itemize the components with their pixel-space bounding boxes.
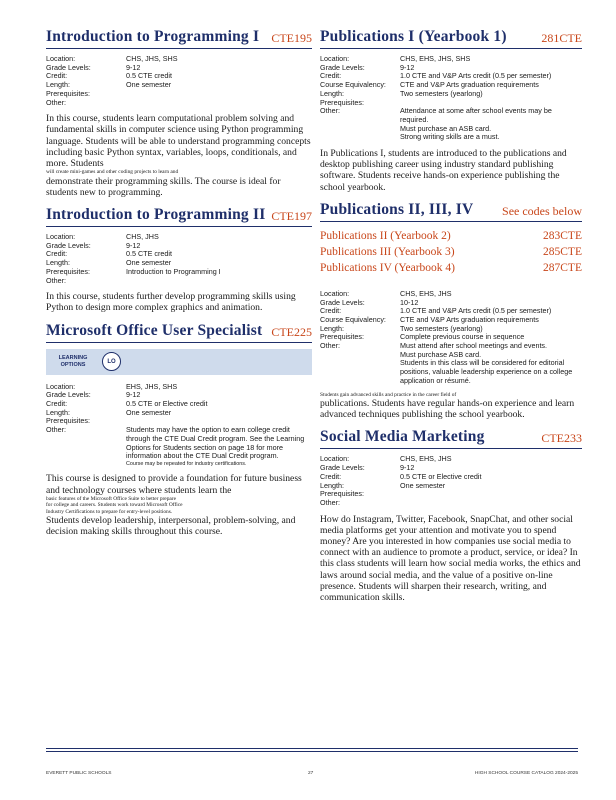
value-location: EHS, JHS, SHS xyxy=(126,381,178,391)
label-grade-levels: Grade Levels: xyxy=(46,390,91,400)
other-text: Attendance at some after school events may be required. xyxy=(400,106,552,124)
footer-rule xyxy=(46,748,578,749)
description-small-text: Students gain advanced skills and practice in the career field of xyxy=(320,391,457,398)
course-info xyxy=(46,55,312,107)
footer-catalog: HIGH SCHOOL COURSE CATALOG 2024-2025 xyxy=(474,771,578,776)
course-title: Social Media Marketing xyxy=(320,428,485,446)
label-grade-levels: Grade Levels: xyxy=(46,62,91,72)
course-title: Microsoft Office User Specialist xyxy=(46,321,263,339)
other-text: Students may have the option to earn college credit through the CTE Dual Credit program. See the Learning Options for Students section on page 18 for more information about the CTE Dual Credit program. xyxy=(126,425,305,461)
sub-course-code: 287CTE xyxy=(543,261,582,274)
value-grade-levels: 9-12 xyxy=(126,62,141,72)
value-other xyxy=(400,499,582,508)
footer-district: EVERETT PUBLIC SCHOOLS xyxy=(46,771,112,776)
label-location: Location: xyxy=(46,381,76,391)
label-prerequisites: Prerequisites: xyxy=(46,266,90,276)
value-grade-levels: 9-12 xyxy=(126,390,141,400)
value-location: CHS, EHS, JHS xyxy=(400,288,452,298)
value-location: CHS, JHS, SHS xyxy=(126,54,178,63)
course-code: See codes below xyxy=(502,203,582,218)
label-credit: Credit: xyxy=(320,71,342,81)
course-info xyxy=(320,290,582,386)
left-column xyxy=(46,28,312,545)
label-course-equivalency: Course Equivalency: xyxy=(320,80,386,90)
value-credit: 0.5 CTE or Elective credit xyxy=(400,471,482,481)
label-prerequisites: Prerequisites: xyxy=(320,97,364,107)
value-other xyxy=(400,107,582,142)
label-length: Length: xyxy=(320,88,344,98)
course-description xyxy=(320,392,582,421)
course-code: 281CTE xyxy=(541,31,582,45)
value-credit: 0.5 CTE credit xyxy=(126,249,172,259)
description-text-continued: Students develop leadership, interpersonal, problem-solving, and decision making skills throughout this course. xyxy=(46,515,296,538)
course-title-bar xyxy=(320,428,582,449)
value-length: Two semesters (yearlong) xyxy=(400,88,483,98)
course-description xyxy=(46,473,312,537)
right-column xyxy=(320,28,582,611)
value-credit: 1.0 CTE and V&P Arts credit (0.5 per semester) xyxy=(400,71,552,81)
label-length: Length: xyxy=(320,480,344,490)
sub-course-name: Publications III (Yearbook 3) xyxy=(320,245,455,258)
description-text-continued: demonstrate their programming skills. The course is ideal for students new to programming. xyxy=(46,175,281,198)
value-credit: 1.0 CTE and V&P Arts credit (0.5 per semester) xyxy=(400,306,552,316)
footer-rule-thin xyxy=(46,751,578,752)
value-other xyxy=(400,342,582,386)
value-credit: 0.5 CTE credit xyxy=(126,71,172,81)
other-small-text: Course may be repeated for industry certifications. xyxy=(126,461,247,467)
course-code: CTE225 xyxy=(271,324,312,339)
course-description: How do Instagram, Twitter, Facebook, SnapChat, and other social media platforms get your attention and motivate you to spend money? Are you interested in how companies use social media to connect with an audience to promote a product, service, or idea? In this class students will learn how social media works, the ethics and laws around social media, and the value of a positive on-line presence. Students will sharpen their research, writing, and communication skills. xyxy=(320,513,581,604)
course-code: CTE195 xyxy=(271,31,312,45)
value-grade-levels: 9-12 xyxy=(400,463,415,473)
label-length: Length: xyxy=(46,407,70,417)
course-info xyxy=(320,455,582,507)
course-title: Introduction to Programming I xyxy=(46,28,260,45)
course-description: In this course, students further develop programming skills using Python to design more complex graphics and animation. xyxy=(46,291,296,314)
learning-options-badge xyxy=(46,349,312,375)
label-prerequisites: Prerequisites: xyxy=(320,332,364,342)
description-small-text: for college and careers. Students work toward Microsoft Office xyxy=(46,502,183,509)
value-length: Two semesters (yearlong) xyxy=(400,323,483,333)
label-location: Location: xyxy=(320,454,350,464)
sub-course-name: Publications IV (Yearbook 4) xyxy=(320,261,456,274)
value-prerequisites: Complete previous course in sequence xyxy=(400,332,525,342)
description-text: publications. Students have regular hands-on experience and learn advanced techniques publishing the school yearbook. xyxy=(320,397,575,421)
course-publications-2-4 xyxy=(320,201,582,421)
value-course-equivalency: CTE and V&P Arts graduation requirements xyxy=(400,80,539,90)
sub-course-name: Publications II (Yearbook 2) xyxy=(320,229,451,242)
label-location: Location: xyxy=(320,288,350,298)
sub-course xyxy=(320,244,582,260)
course-social-media-marketing xyxy=(320,428,582,603)
value-grade-levels: 9-12 xyxy=(400,62,415,72)
value-grade-levels: 9-12 xyxy=(126,240,141,250)
course-publications-1 xyxy=(320,28,582,193)
course-description: In Publications I, students are introduced to the publications and desktop publishing career using industry standard publishing software. Students receive hands-on experience publishing the school yearbook. xyxy=(320,148,567,193)
label-length: Length: xyxy=(320,323,344,333)
description-small-text: Industry Certifications to prepare for entry-level positions. xyxy=(46,508,173,515)
description-text: This course is designed to provide a foundation for future business and technology courses where students learn the xyxy=(46,473,302,496)
label-grade-levels: Grade Levels: xyxy=(320,297,365,307)
course-info xyxy=(46,383,312,468)
label-grade-levels: Grade Levels: xyxy=(320,463,365,473)
description-small-text: will create mini-games and other coding projects to learn and xyxy=(46,169,179,176)
value-length: One semester xyxy=(126,80,172,90)
value-course-equivalency: CTE and V&P Arts graduation requirements xyxy=(400,314,539,324)
label-other: Other: xyxy=(320,497,340,507)
value-other xyxy=(126,277,312,286)
page-footer xyxy=(46,748,578,781)
sub-course-list xyxy=(320,228,582,276)
course-info xyxy=(320,55,582,142)
other-text: Must purchase ASB card. xyxy=(400,349,482,359)
course-title-bar xyxy=(46,322,312,343)
value-location: CHS, JHS xyxy=(126,232,159,242)
learning-options-logo-icon: LO xyxy=(102,352,121,371)
other-text: Students in this class will be considered for editorial positions, valuable leadership experience on a college application or résumé. xyxy=(400,358,573,385)
course-title-bar xyxy=(320,28,582,49)
other-text: Must purchase an ASB card. xyxy=(400,123,492,133)
label-length: Length: xyxy=(46,80,70,90)
value-other xyxy=(126,426,312,467)
value-location: CHS, EHS, JHS, SHS xyxy=(400,54,471,63)
course-description xyxy=(46,113,312,198)
sub-course-code: 285CTE xyxy=(543,245,582,258)
label-prerequisites: Prerequisites: xyxy=(46,88,90,98)
label-other: Other: xyxy=(46,275,66,285)
course-intro-programming-2 xyxy=(46,206,312,314)
sub-course xyxy=(320,260,582,276)
course-code: CTE197 xyxy=(271,209,312,224)
course-code: CTE233 xyxy=(541,431,582,446)
value-length: One semester xyxy=(126,258,172,268)
label-other: Other: xyxy=(46,425,66,435)
footer-page-number: 27 xyxy=(308,771,314,776)
value-prerequisites xyxy=(400,490,582,499)
label-credit: Credit: xyxy=(320,471,342,481)
value-grade-levels: 10-12 xyxy=(400,297,419,307)
label-credit: Credit: xyxy=(46,71,68,81)
course-title-bar xyxy=(320,201,582,222)
course-title: Publications I (Yearbook 1) xyxy=(320,28,507,45)
course-title: Introduction to Programming II xyxy=(46,206,266,224)
label-prerequisites: Prerequisites: xyxy=(320,489,364,499)
course-microsoft-office xyxy=(46,322,312,538)
footer-text xyxy=(46,771,578,781)
label-location: Location: xyxy=(46,54,76,63)
value-prerequisites: Introduction to Programming I xyxy=(126,266,221,276)
description-small-text: basic features of the Microsoft Office Suite to better prepare xyxy=(46,495,176,502)
label-grade-levels: Grade Levels: xyxy=(46,240,91,250)
label-length: Length: xyxy=(46,258,70,268)
value-length: One semester xyxy=(400,480,446,490)
other-text: Strong writing skills are a must. xyxy=(400,132,500,142)
sub-course xyxy=(320,228,582,244)
sub-course-code: 283CTE xyxy=(543,229,582,242)
label-prerequisites: Prerequisites: xyxy=(46,416,90,426)
value-other xyxy=(126,99,312,108)
label-course-equivalency: Course Equivalency: xyxy=(320,314,386,324)
course-title-bar xyxy=(46,28,312,49)
label-other: Other: xyxy=(320,341,340,351)
label-credit: Credit: xyxy=(320,306,342,316)
value-credit: 0.5 CTE or Elective credit xyxy=(126,399,208,409)
label-grade-levels: Grade Levels: xyxy=(320,62,365,72)
label-other: Other: xyxy=(320,106,340,116)
label-other: Other: xyxy=(46,97,66,107)
label-location: Location: xyxy=(320,54,350,63)
label-credit: Credit: xyxy=(46,399,68,409)
learning-options-label: LEARNING OPTIONS xyxy=(58,354,88,368)
value-length: One semester xyxy=(126,407,172,417)
value-location: CHS, EHS, JHS xyxy=(400,454,452,464)
label-location: Location: xyxy=(46,232,76,242)
course-title: Publications II, III, IV xyxy=(320,200,474,218)
label-credit: Credit: xyxy=(46,249,68,259)
course-info xyxy=(46,233,312,285)
course-title-bar xyxy=(46,206,312,227)
value-prerequisites xyxy=(126,90,312,99)
course-intro-programming-1 xyxy=(46,28,312,198)
description-text: In this course, students learn computational problem solving and fundamental skills in computer science using Python programming language. Students will be able to understand programming concepts including basic Python syntax, variables, loops, conditionals, and more. Students xyxy=(46,113,311,170)
other-text: Must attend after school meetings and events. xyxy=(400,341,548,351)
